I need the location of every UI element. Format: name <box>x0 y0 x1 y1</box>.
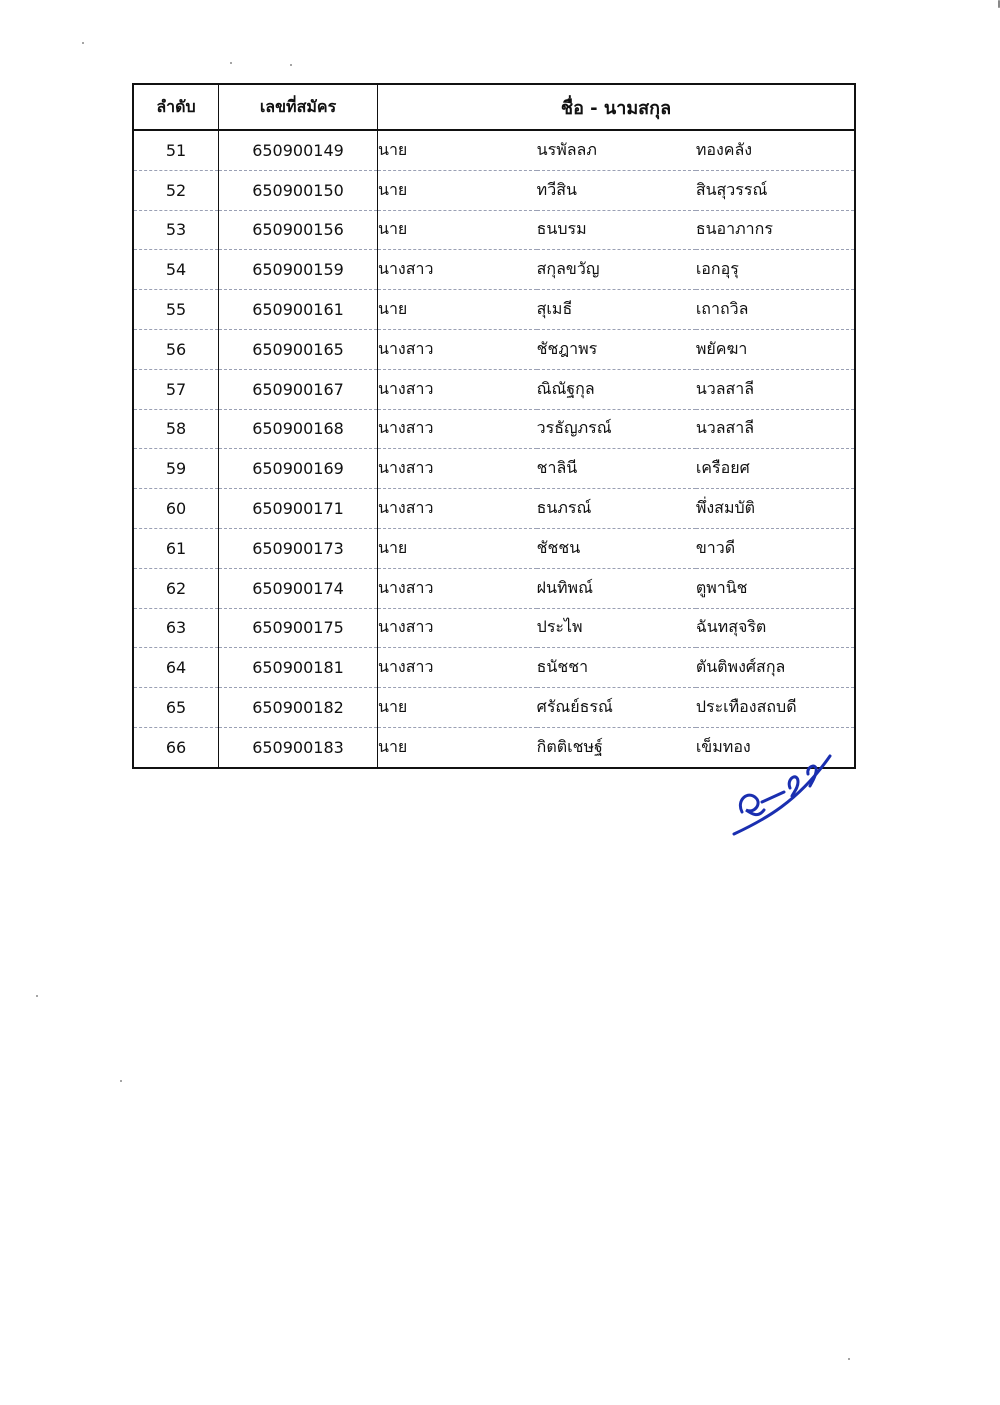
row-title: นางสาว <box>378 418 434 438</box>
row-title: นางสาว <box>378 378 434 398</box>
scan-speck <box>36 995 38 997</box>
row-title: นาย <box>378 736 408 756</box>
row-last-name: สินสุวรรณ์ <box>695 179 768 199</box>
row-application-number: 650900149 <box>219 130 378 170</box>
row-last-name: ธนอาภากร <box>695 219 773 239</box>
row-application-number: 650900171 <box>219 489 378 529</box>
row-last-name: นวลสาลี <box>695 378 755 398</box>
row-title: นาย <box>378 139 408 159</box>
row-order: 60 <box>133 489 219 529</box>
row-title: นางสาว <box>378 259 434 279</box>
row-order: 63 <box>133 608 219 648</box>
row-first-name: ชัชชน <box>536 537 581 557</box>
row-last-name: พยัคฆา <box>695 338 748 358</box>
table-row <box>133 608 855 648</box>
scan-speck <box>230 62 232 64</box>
row-first-name: ณิณัฐกุล <box>536 378 595 398</box>
signature-mark <box>728 752 838 842</box>
row-last-name: ฉันทสุจริต <box>695 617 767 637</box>
table-row <box>133 648 855 688</box>
applicant-table <box>132 83 856 769</box>
scan-speck <box>290 64 292 66</box>
row-first-name: ประไพ <box>536 617 583 637</box>
row-order: 56 <box>133 329 219 369</box>
table-row <box>133 250 855 290</box>
row-order: 55 <box>133 290 219 330</box>
row-application-number: 650900167 <box>219 369 378 409</box>
header-order: ลำดับ <box>133 84 219 130</box>
row-application-number: 650900183 <box>219 727 378 767</box>
row-title: นางสาว <box>378 657 434 677</box>
row-first-name: ชัชฎาพร <box>536 338 598 358</box>
row-order: 59 <box>133 449 219 489</box>
row-title: นางสาว <box>378 338 434 358</box>
row-last-name: เอกอุรุ <box>695 259 739 279</box>
row-application-number: 650900182 <box>219 688 378 728</box>
row-title: นาย <box>378 697 408 717</box>
row-title: นางสาว <box>378 617 434 637</box>
table-row <box>133 409 855 449</box>
row-last-name: นวลสาลี <box>695 418 755 438</box>
row-last-name: พึ่งสมบัติ <box>695 498 756 518</box>
row-order: 54 <box>133 250 219 290</box>
row-application-number: 650900169 <box>219 449 378 489</box>
row-order: 58 <box>133 409 219 449</box>
header-full-name: ชื่อ - นามสกุล <box>378 84 856 130</box>
row-first-name: สุเมธี <box>536 299 573 319</box>
row-title: นาย <box>378 179 408 199</box>
row-first-name: ชาลินี <box>536 458 578 478</box>
row-first-name: ธนบรม <box>536 219 587 239</box>
row-first-name: ธนภรณ์ <box>536 498 592 518</box>
table-row <box>133 210 855 250</box>
row-order: 62 <box>133 568 219 608</box>
row-first-name: วรธัญภรณ์ <box>536 418 612 438</box>
row-title: นางสาว <box>378 458 434 478</box>
row-order: 53 <box>133 210 219 250</box>
row-first-name: ฝนทิพณ์ <box>536 577 593 597</box>
table-row <box>133 329 855 369</box>
row-order: 61 <box>133 528 219 568</box>
row-first-name: ทวีสิน <box>536 179 577 199</box>
row-order: 64 <box>133 648 219 688</box>
table-row <box>133 489 855 529</box>
row-last-name: ประเทืองสถบดี <box>695 697 797 717</box>
row-application-number: 650900159 <box>219 250 378 290</box>
table-row <box>133 170 855 210</box>
row-last-name: เครือยศ <box>695 458 750 478</box>
row-order: 66 <box>133 727 219 767</box>
row-application-number: 650900173 <box>219 528 378 568</box>
table-row <box>133 568 855 608</box>
table-row <box>133 449 855 489</box>
row-last-name: เข็มทอง <box>695 736 751 756</box>
row-title: นาย <box>378 299 408 319</box>
row-title: นาย <box>378 219 408 239</box>
row-application-number: 650900150 <box>219 170 378 210</box>
row-first-name: กิตติเชษฐ์ <box>536 736 603 756</box>
row-last-name: ตูพานิช <box>695 577 748 597</box>
row-last-name: เถาถวิล <box>695 299 749 319</box>
row-last-name: ทองคลัง <box>695 139 753 159</box>
row-order: 52 <box>133 170 219 210</box>
row-first-name: สกุลขวัญ <box>536 259 600 279</box>
row-last-name: ตันติพงศ์สกุล <box>695 657 786 677</box>
row-first-name: ธนัชชา <box>536 657 589 677</box>
table-row <box>133 290 855 330</box>
row-order: 51 <box>133 130 219 170</box>
scan-speck <box>120 1080 122 1082</box>
table-row <box>133 688 855 728</box>
table-body <box>133 130 855 768</box>
scan-speck <box>82 42 84 44</box>
row-order: 65 <box>133 688 219 728</box>
row-application-number: 650900174 <box>219 568 378 608</box>
table-row <box>133 369 855 409</box>
table-header-row <box>133 84 855 130</box>
row-application-number: 650900168 <box>219 409 378 449</box>
row-application-number: 650900175 <box>219 608 378 648</box>
row-application-number: 650900181 <box>219 648 378 688</box>
scan-speck <box>848 1358 850 1360</box>
row-first-name: ศรัณย์ธรณ์ <box>536 697 613 717</box>
header-application-number: เลขที่สมัคร <box>219 84 378 130</box>
table-row <box>133 528 855 568</box>
row-application-number: 650900156 <box>219 210 378 250</box>
row-title: นางสาว <box>378 577 434 597</box>
row-order: 57 <box>133 369 219 409</box>
row-title: นาย <box>378 537 408 557</box>
row-application-number: 650900165 <box>219 329 378 369</box>
table-row <box>133 130 855 170</box>
row-first-name: นรพัลลภ <box>536 139 597 159</box>
row-last-name: ขาวดี <box>695 537 736 557</box>
row-application-number: 650900161 <box>219 290 378 330</box>
row-title: นางสาว <box>378 498 434 518</box>
